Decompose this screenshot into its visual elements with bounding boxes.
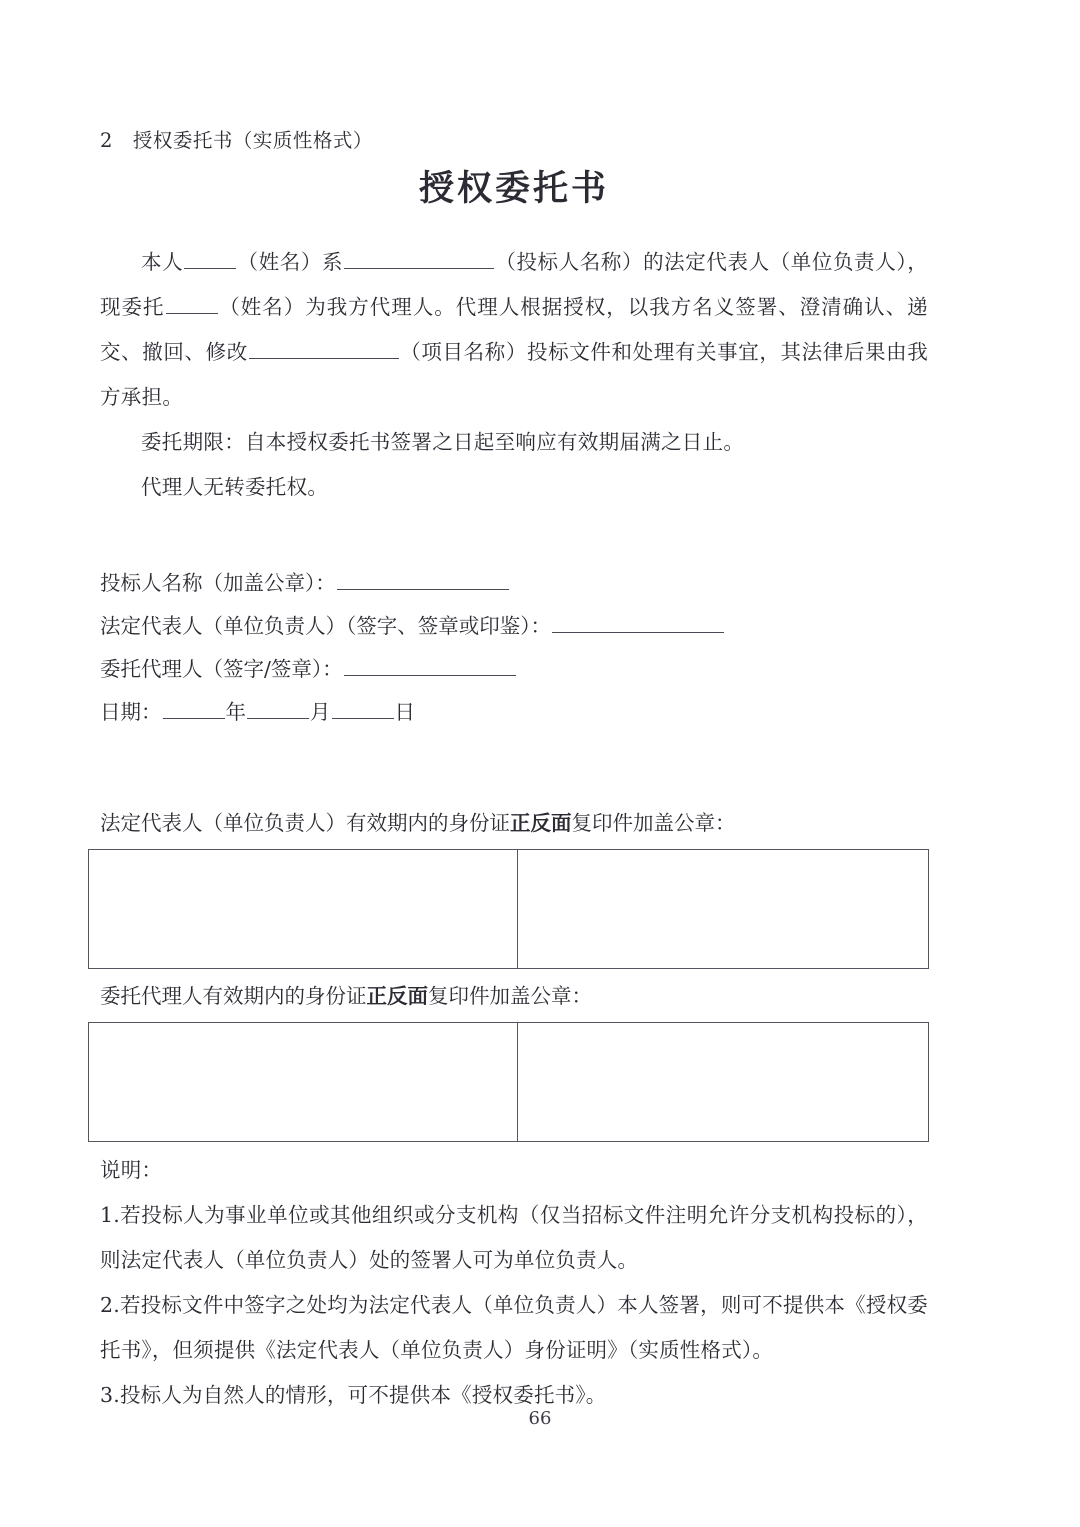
legal-rep-id-caption-bold: 正反面 xyxy=(510,811,572,836)
bidder-name-label: 投标人名称（加盖公章）： xyxy=(100,571,336,596)
bidder-name-field[interactable] xyxy=(337,569,509,591)
legal-rep-signature-field[interactable] xyxy=(552,612,724,634)
note-item-1: 1.若投标人为事业单位或其他组织或分支机构（仅当招标文件注明允许分支机构投标的），则法定代表人（单位负责人）处的签署人可为单位负责人。 xyxy=(100,1203,928,1273)
name-blank-1[interactable] xyxy=(184,248,236,270)
agent-id-caption-pre: 委托代理人有效期内的身份证 xyxy=(100,984,367,1009)
no-subdelegation-paragraph: 代理人无转委托权。 xyxy=(141,475,329,500)
note-item-2: 2.若投标文件中签字之处均为法定代表人（单位负责人）本人签署，则可不提供本《授权委托书》，但须提供《法定代表人（单位负责人）身份证明》（实质性格式）。 xyxy=(100,1293,928,1363)
bidder-name-blank[interactable] xyxy=(344,248,494,270)
agent-row xyxy=(100,648,928,691)
date-day-field[interactable] xyxy=(332,698,394,720)
name-blank-2[interactable] xyxy=(166,293,218,315)
agent-id-back-cell[interactable] xyxy=(518,1023,929,1142)
agent-id-front-cell[interactable] xyxy=(89,1023,518,1142)
para1-seg3: （投标人名称）的法定代表人（单位负责人），现委托 xyxy=(100,250,928,320)
date-month-field[interactable] xyxy=(247,698,309,720)
legal-rep-row xyxy=(100,605,928,648)
notes-section xyxy=(100,1148,928,1418)
legal-rep-id-caption xyxy=(100,804,928,842)
signature-block xyxy=(100,562,928,734)
agent-id-caption-bold: 正反面 xyxy=(366,984,428,1009)
term-paragraph: 委托期限：自本授权委托书签署之日起至响应有效期届满之日止。 xyxy=(141,430,745,455)
agent-id-caption-post: 复印件加盖公章： xyxy=(428,984,592,1009)
para1-seg4: （姓名）为我方代理人。代理人根据授权，以我方名义签署、澄清确认、递交、撤回、修改 xyxy=(100,295,928,365)
para1-seg1: 本人 xyxy=(141,250,184,275)
page-title: 授权委托书 xyxy=(418,169,609,210)
legal-rep-id-caption-post: 复印件加盖公章： xyxy=(571,811,736,836)
page-number: 66 xyxy=(528,1408,552,1429)
date-row xyxy=(100,691,928,734)
authorization-paragraph xyxy=(100,240,928,420)
agent-id-table xyxy=(88,1022,929,1142)
para1-seg2: （姓名）系 xyxy=(237,250,344,275)
body-paragraphs xyxy=(100,240,928,510)
legal-rep-id-back-cell[interactable] xyxy=(518,850,929,969)
notes-heading: 说明： xyxy=(100,1158,163,1183)
table-row xyxy=(89,1023,929,1142)
legal-rep-id-front-cell[interactable] xyxy=(89,850,518,969)
table-row xyxy=(89,850,929,969)
legal-rep-label: 法定代表人（单位负责人）（签字、签章或印鉴）： xyxy=(100,614,551,639)
date-year-unit: 年 xyxy=(225,700,246,725)
agent-label: 委托代理人（签字/签章）： xyxy=(100,657,343,682)
legal-rep-id-table xyxy=(88,849,929,969)
date-label: 日期： xyxy=(100,700,162,725)
date-month-unit: 月 xyxy=(310,700,331,725)
legal-rep-id-caption-pre: 法定代表人（单位负责人）有效期内的身份证 xyxy=(100,811,510,836)
project-name-blank[interactable] xyxy=(249,338,399,360)
page-content xyxy=(100,126,928,1418)
agent-signature-field[interactable] xyxy=(344,655,516,677)
para1-seg5: （项目名称）投标文件和处理有关事宜，其法律后果由我方承担。 xyxy=(100,340,928,410)
date-day-unit: 日 xyxy=(394,700,415,725)
section-heading: 2 授权委托书（实质性格式） xyxy=(100,129,373,152)
agent-id-caption xyxy=(100,977,928,1015)
note-item-3: 3.投标人为自然人的情形，可不提供本《授权委托书》。 xyxy=(100,1383,607,1408)
bidder-name-row xyxy=(100,562,928,605)
date-year-field[interactable] xyxy=(163,698,225,720)
